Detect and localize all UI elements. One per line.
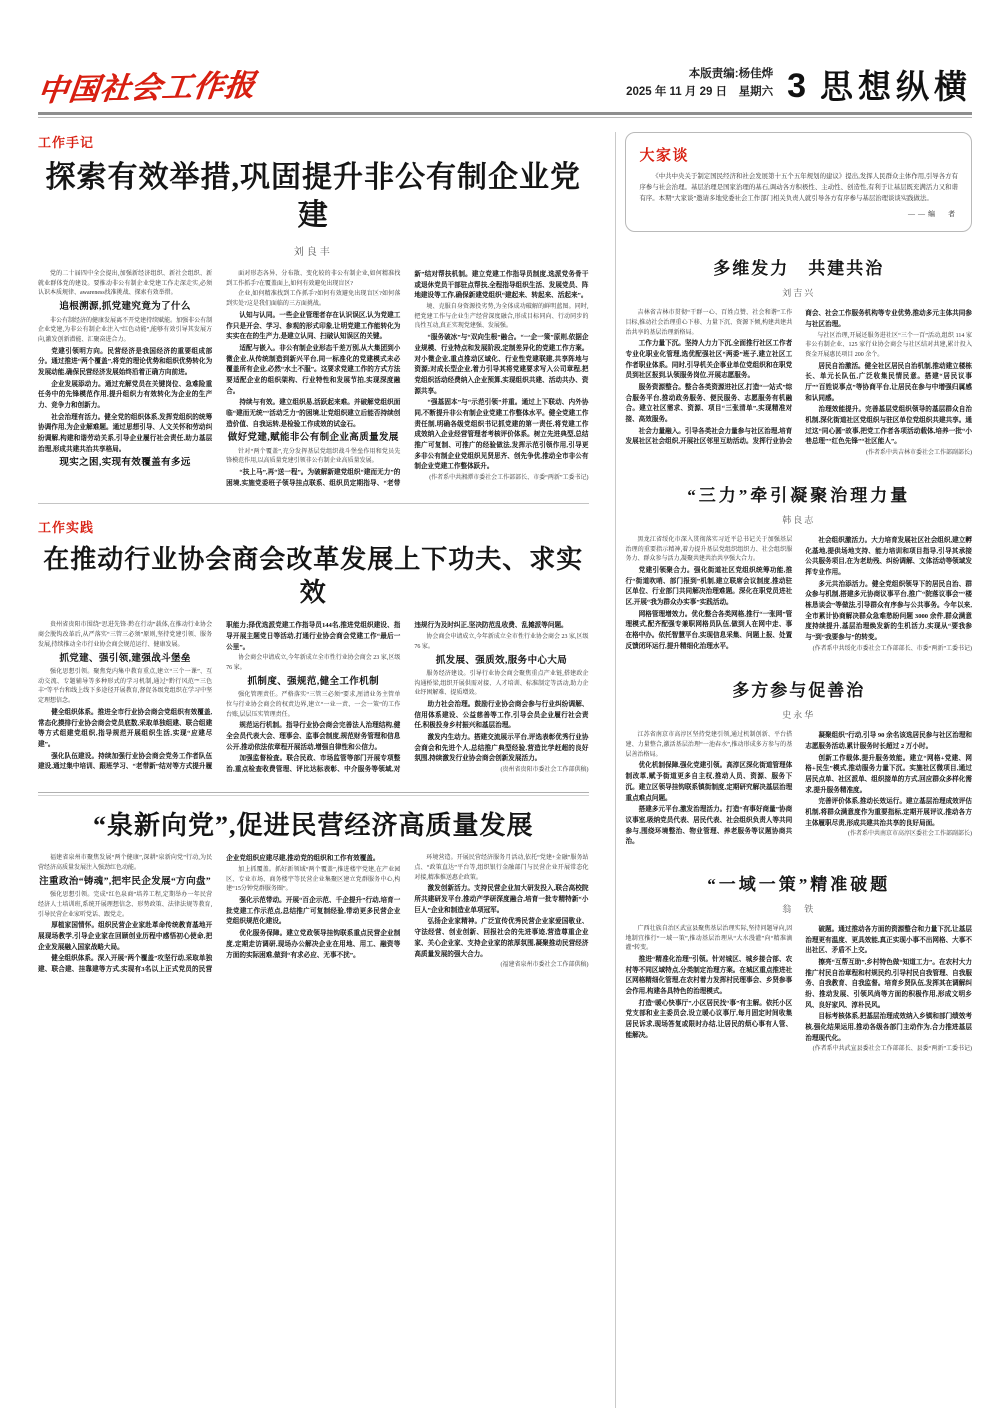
- article-3-headline: “泉新向党”,促进民营经济高质量发展: [93, 810, 534, 840]
- newspaper-title: 中国社会工作报: [35, 69, 258, 108]
- article-paragraph: 非公有制经济的健康发展离不开党建持续赋能。加强非公有制企业党建,为非公有制企业注入“红色动能”,能够有效引导其发展方向,激发创新潜能、汇聚奋进合力。: [38, 317, 213, 343]
- article-run-in-head: 完善评价体系,推动长效运行。建立基层治理成效评估机制,将群众满意度作为重要指标,定期开展评议,推动各方主体履职尽责,形成共建共治共享的良好局面。: [805, 798, 972, 827]
- article-run-in-head: 推进“精准化治理”引领。针对城区、城乡接合部、农村等不同区域特点,分类制定治理方案。在城区重点推进社区网格精细化管理,在农村着力发挥村民理事会、乡贤参事会作用,构建各具特色的治理模式。: [625, 956, 793, 996]
- article-paragraph: 强化思想引领。聚焦党内集中教育重点,建立“三个一课”、互动交流、专题辅导等多种形式的学习机制,通过“黔行风范”“三色丰”等平台和线上线下多途径开展教育,督促各级党组织在学习中坚定理想信念。: [38, 668, 213, 705]
- page-editor: 本版责编:杨佳烨: [688, 68, 774, 81]
- main-column: [38, 132, 605, 1408]
- discussion-panel-sign: ——编 者: [908, 210, 958, 219]
- article-run-in-head: 多元共治添活力。健全党组织领导下的居民自治、群众参与机制,搭建多元协商议事平台,推广“院落议事会”“楼栋恳谈会”等做法,引导群众有序参与公共事务。今年以来,全市累计协商解决群众急难愁盼问题 3000 余件,群众满意度持续提升,基层治理焕发新的生机活力,实现从“要我参与”到“我要参与”的转变。: [805, 580, 972, 641]
- article-run-in-head: 居民自治激活。健全社区居民自治机制,推动建立楼栋长、单元长队伍,广泛收集民情民意。搭建“居民议事厅”“百姓说事点”等协商平台,让居民在参与中增强归属感和认同感。: [805, 362, 972, 402]
- article-run-in-head: “扶上马”,再“送一程”。为破解新建党组织“建而无力”的困境,实施党委班子领导挂点联系、组织员定期指导、“老带新”结对帮扶机制。建立党建工作指导员制度,选派党务骨干或退休党员干部驻点帮扶,全程指导组织生活、发展党员、阵地建设等工作,确保新建党组织“建起来、转起来、活起来”。: [226, 271, 589, 487]
- article-1-byline: 刘良丰: [293, 247, 333, 258]
- article-subhead: 现实之困,实现有效覆盖有多远: [59, 458, 191, 469]
- article-paragraph: 环境营造。开展民营经济服务月活动,依托“党建+金融”服务站点、“政策直达”平台等,组织银行金融部门与民营企业开展常态化对接,精准推送惠企政策。: [414, 855, 589, 881]
- article-paragraph: 贵州省贵阳市围绕“思进先锋·黔在行动”载体,在推动行业协会商会脱钩改革后,从严落实“三管三必须”原则,坚持党建引领、服务发展,持续推动全市行业协会商会规范运行、健康发展。: [38, 622, 213, 648]
- article-2-headline: 在推动行业协会商会改革发展上下功夫、求实效: [43, 545, 584, 607]
- sidebar-article-1-body: [625, 309, 972, 459]
- article-paragraph: 与社区治理,开展还服务进社区“三个一百”活动,组织 114 家非公有制企业、125 家行业协会商会与社区结对共建,累计投入资金开展惠民项目 200 余个。: [805, 332, 972, 359]
- article-run-in-head: 优化机制保障,强化党建引领。高淳区深化街道管理体制改革,赋予街道更多自主权,推动人员、资源、服务下沉。建立区领导挂钩联系镇街制度,定期研究解决基层治理重点难点问题。: [625, 762, 793, 802]
- article-run-in-head: 凝聚组织”行动,引导 90 余名该选居民参与社区治理和志愿服务活动,累计服务时长超过 2 万小时。: [805, 732, 972, 750]
- article-run-in-head: 认知与认同。一些企业管理者存在认识误区,认为党建工作只是开会、学习、参观的形式印象,让明党建工作能转化为实实在在的生产力,是建立认同、扫破认知误区的关键。: [226, 311, 401, 341]
- article-run-in-head: 党建引领明方向。民营经济是我国经济的重要组成部分。通过推进“两个覆盖”,将党的理论优势和组织优势转化为发展动能,确保民营经济发展始终沿着正确方向前进。: [38, 347, 213, 377]
- article-subhead: 做好党建,赋能非公有制企业高质量发展: [227, 433, 399, 444]
- column-divider: [615, 132, 616, 1408]
- article-run-in-head: 网格管理增效力。优化整合各类网格,推行“一张网”管理模式,配齐配强专兼职网格员队伍,做到人在网中走、事在格中办。依托智慧平台,实现信息采集、问题上报、处置反馈闭环运行,提升精细化治理水平。: [625, 610, 793, 650]
- article-paragraph: 企业,如何精准找到工作抓手?如何有效避免出现盲区?如何落到实处?这是我们面临的三方面挑战。: [226, 291, 401, 308]
- article-subhead: 抓党建、强引领,建强战斗堡垒: [59, 653, 191, 664]
- article-2: [38, 517, 589, 775]
- sidebar-article-2-title: “三力”牵引凝聚治理力量: [687, 485, 911, 505]
- publication-date: 2025 年 11 月 29 日 星期六: [626, 86, 774, 99]
- article-source: (作者系中共武宣县委社会工作部部长、县委“两新”工委书记): [812, 1046, 972, 1053]
- sidebar-article-1-byline: 刘吉兴: [782, 288, 816, 299]
- divider-2a: [38, 792, 589, 793]
- divider-1: [38, 503, 589, 504]
- article-run-in-head: 企业发展添动力。通过充解党员在关键岗位、急难险重任务中的先锋模范作用,提升组织力有效转化为企业的生产力、竞争力和创新力。: [38, 380, 213, 410]
- article-run-in-head: 强化示范带动。开展“百企示范、千企提升”行动,培育一批党建工作示范点,总结推广可复制经验,带动更多民营企业党组织规范化建设。: [226, 897, 401, 926]
- article-run-in-head: 激发创新活力。支持民营企业加大研发投入,联合高校院所共建研发平台,推动产学研深度融合,培育一批专精特新“小巨人”企业和制造业单项冠军。: [414, 885, 589, 914]
- article-1: [38, 132, 589, 489]
- article-paragraph: 吉林省吉林市贯彻“干群一心、百姓点赞、社会和谐”工作目标,推动社会治理重心下移、力量下沉、资源下倾,构建共建共治共享的基层治理新格局。: [625, 310, 793, 336]
- sidebar-column: [625, 132, 972, 1408]
- sidebar-article-4-title: “一域一策”精准破题: [707, 874, 891, 894]
- article-source: (作者系中共吉林市委社会工作部副部长): [865, 450, 972, 457]
- article-1-body: [38, 270, 589, 489]
- article-source: (作者系中共湘潭市委社会工作部部长、市委“两新”工委书记): [429, 474, 589, 481]
- article-subhead: 追根溯源,抓党建究竟为了什么: [59, 302, 191, 313]
- discussion-panel-title: 大家谈: [639, 147, 689, 164]
- article-run-in-head: 搭建多元平台,激发治理活力。打造“有事好商量”协商议事室,吸纳党员代表、居民代表、社会组织负责人等共同参与,围绕环境整治、物业管理、养老服务等议题协商共治。: [625, 806, 793, 846]
- article-run-in-head: 擦亮“互帮互助”,乡村特色做“知道工力”。在农村大力推广村民自治章程和村规民约,引导村民自我管理、自我服务、自我教育、自我监督。培育乡贤队伍,发挥其在调解纠纷、推动发展、引领风尚等方面的积极作用,形成文明乡风、良好家风、淳朴民风。: [805, 958, 972, 1009]
- masthead-right: [626, 66, 972, 104]
- article-source: (作者系中共绥化市委社会工作部部长、市委“两新”工委书记): [812, 645, 972, 652]
- article-subhead: 抓发展、强质效,服务中心大局: [435, 655, 568, 666]
- article-run-in-head: 健全组织体系。推进全市行业协会商会党组织有效覆盖,常态化摸排行业协会商会党员底数,采取单独组建、联合组建等方式组建党组织,指导规范开展组织生活,实现“应建尽建”。: [38, 708, 213, 748]
- article-2-body: [38, 621, 589, 775]
- divider-2b: [38, 795, 589, 796]
- masthead: [0, 0, 1000, 108]
- discussion-panel: [625, 132, 972, 232]
- article-run-in-head: 创新工作载体,提升服务效能。建立“网格+党建、网格+民生”模式,推动服务力量下沉。实施社区微项目,通过居民点单、社区派单、组织接单的方式,回应群众多样化需求,提升服务精准度。: [805, 754, 972, 794]
- masthead-meta: [626, 66, 773, 102]
- article-run-in-head: 社会组织激活力。大力培育发展社区社会组织,建立孵化基地,提供场地支持、能力培训和项目指导,引导其承接公共服务项目,在为老助残、纠纷调解、文体活动等领域发挥专业作用。: [805, 536, 972, 576]
- article-paragraph: 面对形态各异、分布散、变化较的非公有制企业,如何精准找到工作抓手?在覆盖面上,如何有效避免出现盲区?: [226, 271, 401, 287]
- article-run-in-head: “强基固本”与“示范引领”并重。通过上下联动、内外协同,不断提升非公有制企业党建工作整体水平。健全党建工作责任制,明确各级党组织书记抓党建的第一责任,将党建工作成效纳入企业经营管理者考核评价体系。树立先进典型,总结推广可复制、可推广的经验做法,发挥示范引领作用,引导更多非公有制企业党组织见贤思齐、创先争优,推动全市非公有制企业党建工作整体跃升。: [414, 399, 589, 471]
- sidebar-articles: [625, 254, 972, 1055]
- article-source: (贵州省贵阳市委社会工作部供稿): [500, 767, 589, 774]
- article-run-in-head: 优化服务保障。建立党政领导挂钩联系重点民营企业制度,定期走访调研,现场办公解决企业在用地、用工、融资等方面的实际困难,做到“有求必应、无事不扰”。: [226, 930, 401, 959]
- article-run-in-head: 弘扬企业家精神。广泛宣传优秀民营企业家爱国敬业、守法经营、创业创新、回报社会的先进事迹,营造尊重企业家、关心企业家、支持企业家的浓厚氛围,凝聚推动民营经济高质量发展的强大合力。: [414, 918, 589, 958]
- sidebar-article-3-body: [625, 731, 972, 848]
- article-paragraph: 强化管理责任。严格落实“三管三必须”要求,厘清业务主管单位与行业协会商会的权责边界,建立“一业一责、一会一策”的工作台账,层层压实管理责任。: [226, 692, 401, 718]
- article-run-in-head: 服务资源整合。整合各类资源进社区,打造“一站式”综合服务平台,推动政务服务、便民服务、志愿服务有机融合。建立社区需求、资源、项目“三张清单”,实现精准对接、高效服务。: [625, 384, 793, 424]
- article-run-in-head: 党建引领聚合力。强化街道社区党组织统筹功能,推行“街道吹哨、部门报到”机制,建立联席会议制度,推动驻区单位、行业部门共同解决治理难题。深化在职党员进社区,开展“我为群众办实事”实践活动。: [625, 567, 793, 607]
- article-run-in-head: 打造“暖心快事厅”,小区居民找“事”有主解。依托小区党支部和业主委员会,设立暖心议事厅,每月固定时间收集居民诉求,现场答复或限时办结,让居民的烦心事有人管、能解决。: [625, 999, 793, 1039]
- article-run-in-head: 适配与嵌入。非公有制企业形态千差万别,从大集团到小微企业,从传统制造到新兴平台,同一标准化的党建模式未必覆盖所有企业,必然“水土不服”。这要求党建工作的方式方法要适配企业的组织架构、行业特性和发展节拍,实现深度融合。: [226, 344, 401, 395]
- article-paragraph: 加上抓覆盖。抓好新领域“两个覆盖”,推进楼宇党建,在产业园区、专业市场、商务楼宇等民营企业集聚区建立党群服务中心,构建“15分钟党群服务圈”。: [226, 866, 401, 893]
- article-2-kicker: 工作实践: [38, 520, 95, 536]
- page-content: [0, 118, 1000, 1408]
- article-paragraph: 黑龙江省绥化市深入贯彻落实习近平总书记关于加强基层治理的重要指示精神,着力提升基层党组织组织力、社会组织服务力、群众参与活力,凝聚共建共治共享强大合力。: [625, 536, 793, 563]
- discussion-panel-intro: [639, 172, 958, 204]
- article-3: [38, 810, 589, 976]
- article-run-in-head: 厚植家国情怀。组织民营企业家赴革命传统教育基地开展现场教学,引导企业家在回顾创业历程中感悟初心使命,把企业发展融入国家战略大局。: [38, 922, 213, 951]
- article-subhead: 注重政治“铸魂”,把牢民企发展“方向盘”: [39, 876, 212, 887]
- article-paragraph: 广西壮族自治区武宣县聚焦基层治理实际,坚持问题导向,因地制宜推行“一域一策”,推动基层治理从“大水漫灌”向“精准滴灌”转变。: [625, 925, 793, 952]
- article-run-in-head: 持续与有效。建立组织易,活跃起来难。并破解党组织面临“建而无统”“活动乏力”的困境,让党组织建立后能否持续创造价值、自我运转,是检验工作成效的试金石。: [226, 399, 401, 428]
- article-run-in-head: 目标考核体系,把基层治理成效纳入乡镇和部门绩效考核,强化结果运用,推动各级各部门主动作为,合力推进基层治理现代化。: [805, 1013, 972, 1042]
- article-run-in-head: 治理效能提升。完善基层党组织领导的基层群众自治机制,深化街道社区党组织与驻区单位党组织共建共享。通过这“同心圆”故事,把党工作者各项活动载体,培养一批“小巷总理”“红色先锋”“社区能人”。: [805, 406, 972, 446]
- article-run-in-head: 加强监督检查。联合民政、市场监管等部门开展专项整治,重点检查收费管理、评比达标表彰、中介服务等领域,对违规行为及时纠正,坚决防范乱收费、乱摊派等问题。: [226, 622, 568, 774]
- sidebar-article-1-title: 多维发力 共建共治: [713, 259, 885, 279]
- article-paragraph: 境、克服自身资源投劣势,为全体成功破解的鲜明蓝图。同时,把党建工作与企业生产经营深度融合,形成目标同向、行动同步的良性互动,真正实现党建强、发展强。: [414, 304, 589, 330]
- article-paragraph: 江苏省南京市高淳区坚持党建引领,通过机制创新、平台搭建、力量整合,激活基层治理“一池春水”,推动形成多方参与的基层善治格局。: [625, 732, 793, 758]
- article-paragraph: 协会商会申请成立,今年新成立全市性行业协会商会 23 家,区级 76 家。: [226, 655, 401, 672]
- sidebar-article-3-byline: 史永华: [782, 710, 816, 721]
- article-3-body: [38, 854, 589, 975]
- sidebar-article-4-body: [625, 925, 972, 1055]
- article-source: (福建省泉州市委社会工作部供稿): [500, 962, 589, 969]
- article-run-in-head: 助力社会治理。鼓励行业协会商会参与行业纠纷调解、信用体系建设、公益慈善等工作,引导会员企业履行社会责任,积极投身乡村振兴和基层治理。: [414, 701, 589, 730]
- article-paragraph: 党的二十届四中全会提出,加强新经济组织、新社会组织、新就业群体党的建设。要推动非公有制企业党建工作走深走实,必须认识本质规律、awareness找准挑战、探索有效举措。: [38, 271, 213, 297]
- article-run-in-head: 激发内生动力。搭建交流展示平台,评选表彰优秀行业协会商会和先进个人,总结推广典型经验,营造比学赶超的良好氛围,持续激发行业协会商会创新发展活力。: [414, 734, 589, 763]
- article-paragraph: 福建省泉州市聚焦发展“两个健康”,深耕“泉新向党”行动,为民营经济高质量发展注入强劲红色动能。: [38, 855, 213, 872]
- article-source: (作者系中共南京市高淳区委社会工作部副部长): [847, 831, 972, 838]
- article-run-in-head: “服务破冰”与“双向生根”融合。“一企一策”原则,依据企业规模、行业特点和发展阶段,定制差异化的党建工作方案。对小微企业,重点推动区域化、行业性党建联建,共享阵地与资源;对成长型企业,着力引导其将党建要求写入公司章程,把党组织活动经费纳入企业预算,实现组织共建、活动共办、资源共享。: [414, 334, 589, 395]
- article-run-in-head: 社会治理有活力。健全党的组织体系,发挥党组织的统筹协调作用,为企业解难题。通过思想引导、人文关怀和劳动纠纷调解,构建和谐劳动关系,引导企业履行社会责任,助力基层治理,形成共建共治共享格局。: [38, 413, 213, 453]
- newspaper-logo: [35, 69, 258, 108]
- article-1-kicker: 工作手记: [38, 135, 95, 150]
- article-run-in-head: 破题。通过推动各方面的资源整合和力量下沉,让基层治理更有温度、更具效能,真正实现小事不出网格、大事不出社区、矛盾不上交。: [805, 925, 972, 955]
- article-run-in-head: 社会力量融入。引导各类社会力量参与社区治理,培育发展社区社会组织,开展社区邻里互助活动。发挥行业协会商会、社会工作服务机构等专业优势,推动多元主体共同参与社区治理。: [625, 310, 972, 446]
- article-paragraph: 服务经济建设。引导行业协会商会聚焦重点产业链,搭建政企沟通桥梁,组织开展供需对接、人才培训、标准制定等活动,助力企业纾困解难、提质增效。: [414, 670, 589, 697]
- article-run-in-head: 强化队伍建设。持续加强行业协会商会党务工作者队伍建设,通过集中培训、跟班学习、“老带新”结对等方式提升履职能力;择优选派党建工作指导员144名,推进党组织建设、指导开展主题党日等活动,打通行业协会商会党建工作“最后一公里”。: [38, 622, 401, 771]
- article-1-headline: 探索有效举措,巩固提升非公有制企业党建: [45, 161, 581, 232]
- sidebar-article-3-title: 多方参与促善治: [732, 681, 866, 701]
- article-paragraph: 协会商会申请成立,今年新成立全市性行业协会商会 23 家,区级 76 家。: [414, 634, 589, 650]
- sidebar-article-4-byline: 翁 铁: [782, 903, 816, 914]
- article-run-in-head: 工作力量下沉。坚持人力力下沉,全面推行社区工作者专业化职业化管理,选优配强社区“两委”班子,建立社区工作者职业体系。同时,引导机关企事业单位党组织和在职党员到社区报到,认领服务岗位,开展志愿服务。: [625, 340, 793, 380]
- discussion-intro-text: 《中共中央关于制定国民经济和社会发展第十五个五年规划的建议》提出,发挥人民群众主体作用,引导各方有序参与社会治理。基层治理是国家治理的基石,调动各方积极性、主动性、创造性,有利于让基层既充满活力又和谐有序。本期“大家谈”邀请多地党委社会工作部门相关负责人就引导各方有序参与基层治理谈谈实践做法。: [639, 173, 958, 202]
- article-run-in-head: 健全组织体系。深入开展“两个覆盖”攻坚行动,采取单独建、联合建、挂靠建等方式,实现有3名以上正式党员的民营企业党组织应建尽建,推动党的组织和工作有效覆盖。: [38, 855, 380, 973]
- article-paragraph: 强化思想引领。完成“红色泉商”培养工程,定期举办一年民营经济人士培训班,系统开展理想信念、形势政策、法律法规等教育,引导民营企业家听党话、跟党走。: [38, 892, 213, 918]
- sidebar-article-2-body: [625, 536, 972, 654]
- article-run-in-head: 规范运行机制。指导行业协会商会完善法人治理结构,健全会员代表大会、理事会、监事会制度,规范财务管理和信息公开,推动依法依章程开展活动,增强自律性和公信力。: [226, 722, 401, 751]
- article-subhead: 抓制度、强规范,健全工作机制: [247, 676, 379, 687]
- masthead-rule: [38, 112, 972, 115]
- article-paragraph: 针对“两个覆盖”,充分发挥基层党组织战斗堡垒作用和党员先锋模范作用,以高质量党建引领非公有制企业高质量发展。: [226, 448, 401, 465]
- page-number: 3: [787, 66, 806, 105]
- section-title: 思想纵横: [820, 67, 972, 105]
- sidebar-article-2-byline: 韩良志: [782, 514, 816, 525]
